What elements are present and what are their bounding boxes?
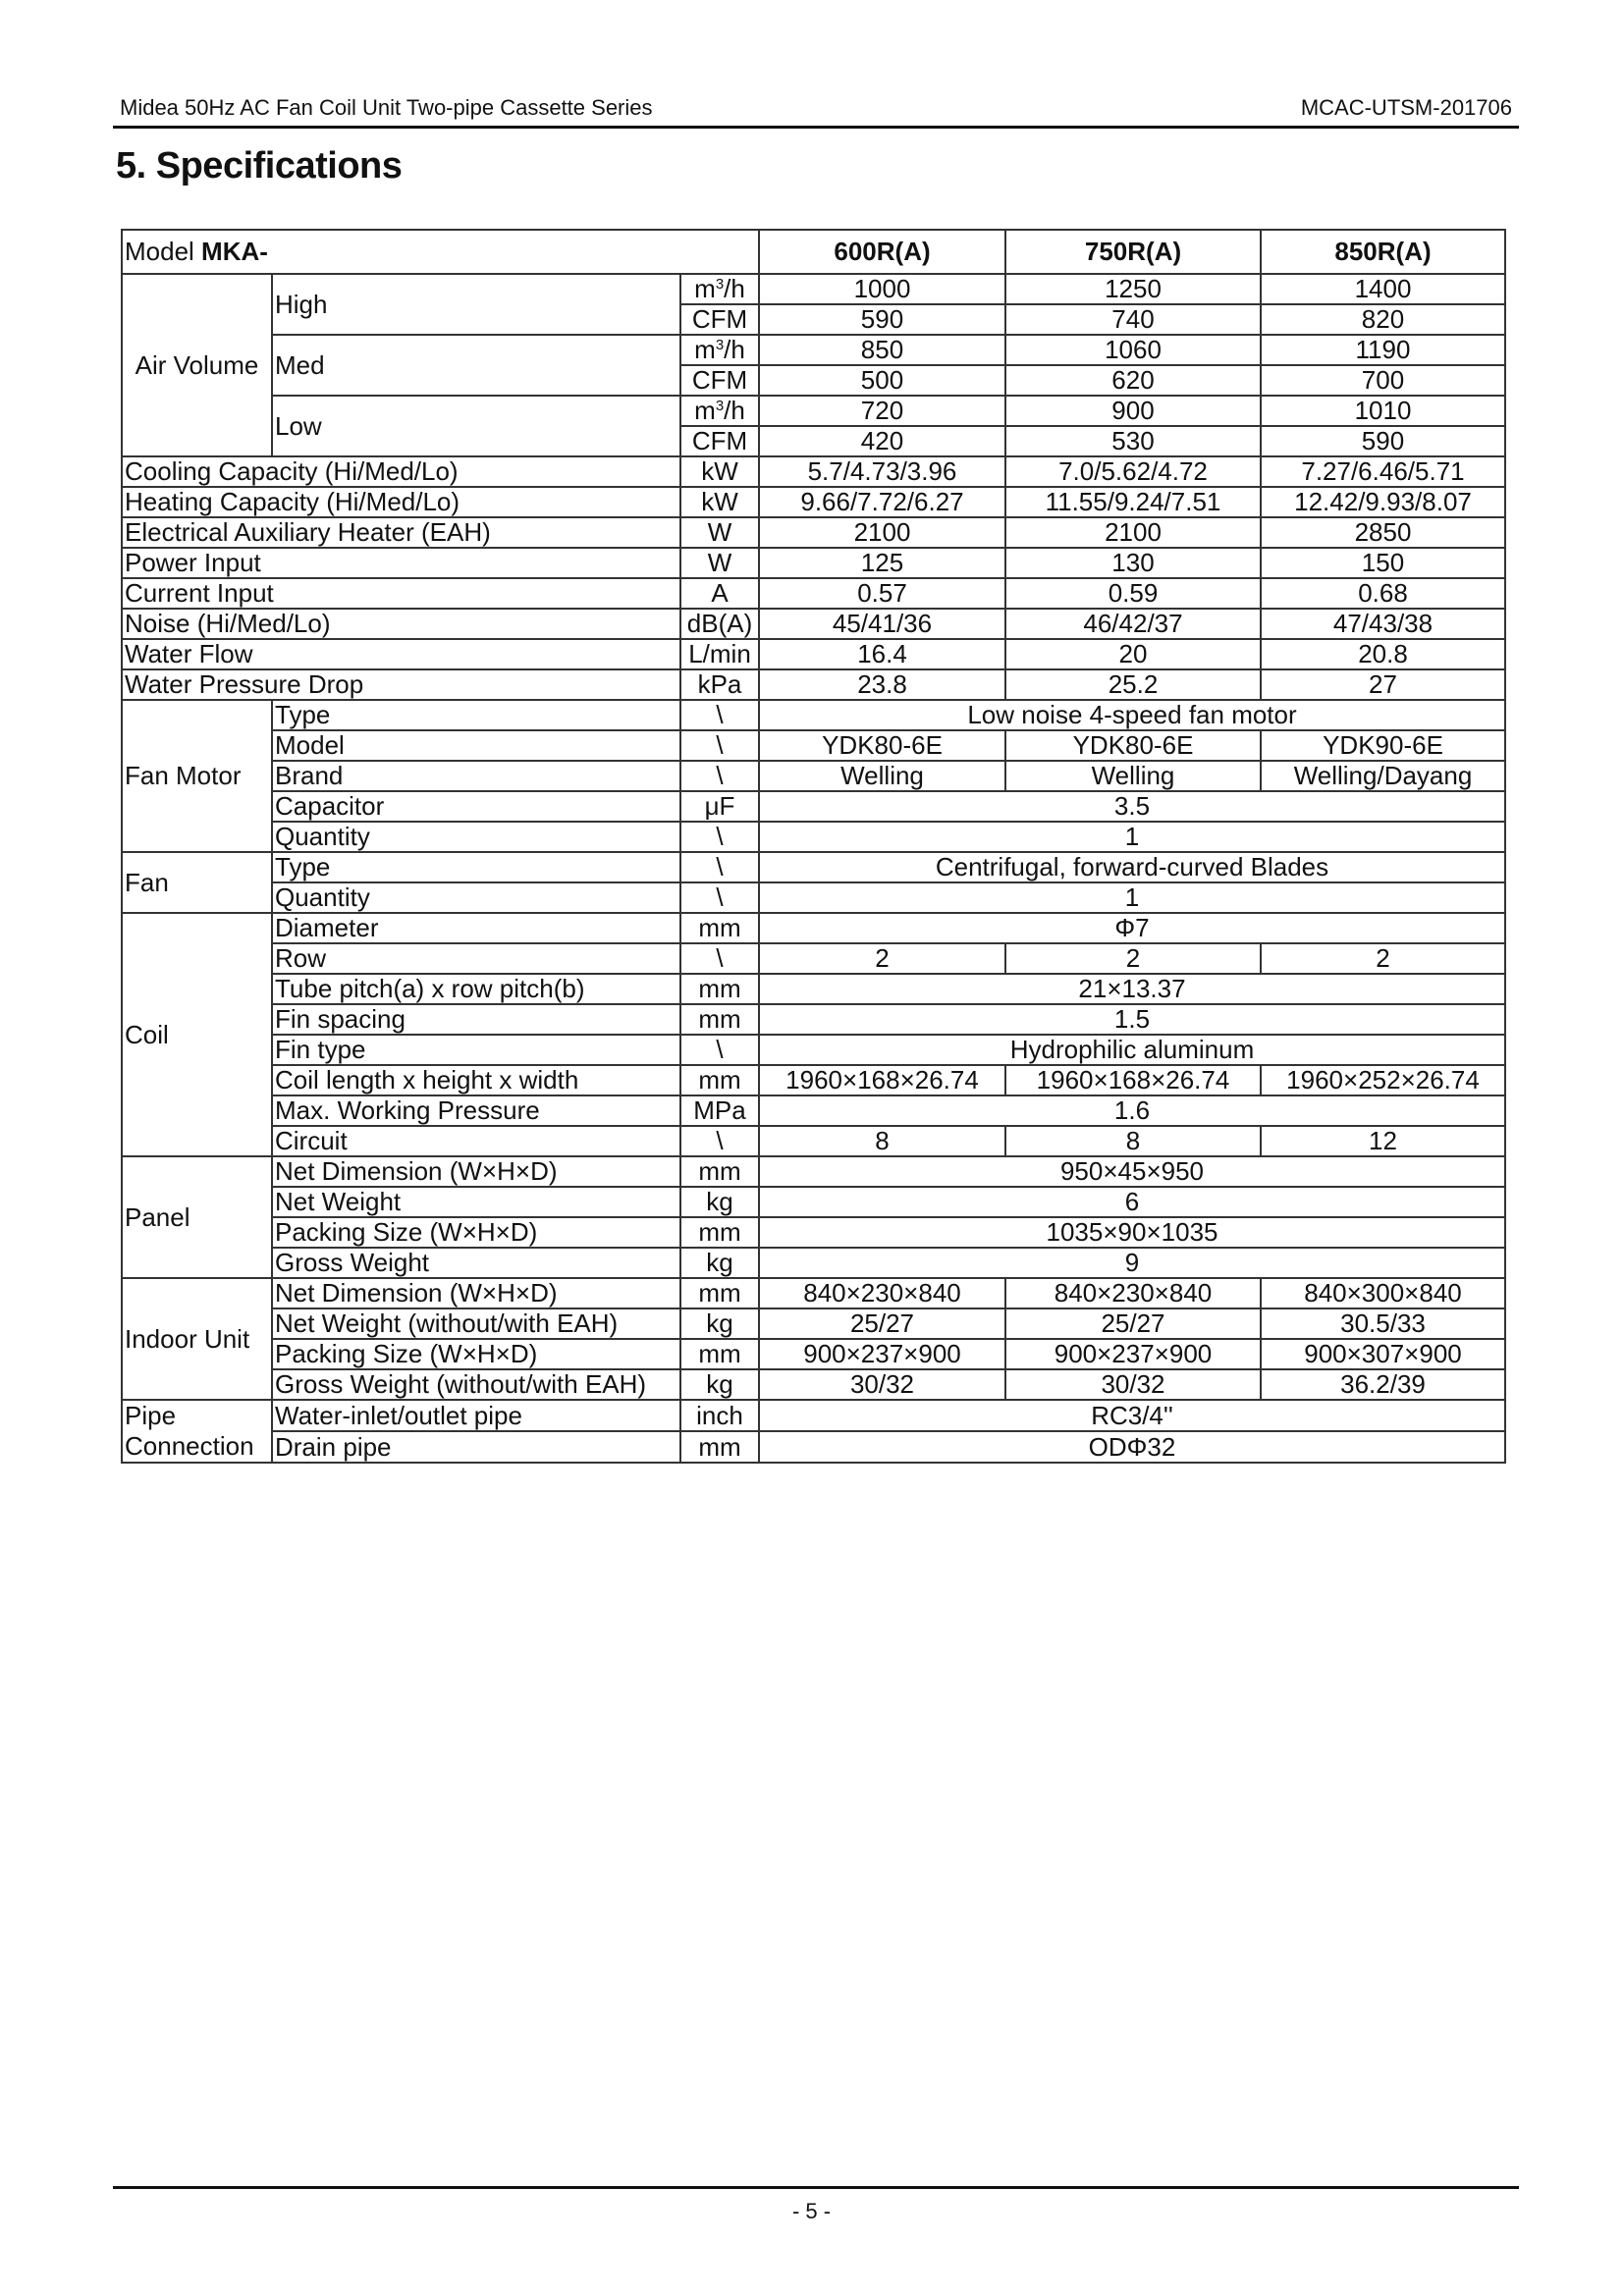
value-cell: Low noise 4-speed fan motor: [759, 700, 1505, 730]
value-cell: 25/27: [759, 1308, 1005, 1339]
row-label: Model: [272, 730, 680, 761]
value-cell: 30/32: [759, 1369, 1005, 1400]
value-cell: 2100: [759, 517, 1005, 548]
value-cell: 1250: [1005, 274, 1261, 304]
value-cell: 1035×90×1035: [759, 1217, 1505, 1248]
unit-cell: \: [680, 1126, 759, 1156]
unit-cell: \: [680, 1035, 759, 1065]
unit-cell: mm: [680, 1339, 759, 1369]
row-label: Coil length x height x width: [272, 1065, 680, 1095]
table-row: [122, 578, 1505, 609]
value-cell: Hydrophilic aluminum: [759, 1035, 1505, 1065]
value-cell: 30.5/33: [1261, 1308, 1505, 1339]
page-number: - 5 -: [791, 2199, 832, 2223]
unit-cell: \: [680, 882, 759, 913]
value-cell: 840×300×840: [1261, 1278, 1505, 1308]
specifications-table: [121, 229, 1506, 1464]
table-row: [122, 1187, 1505, 1217]
model-label: Model: [125, 237, 202, 266]
value-cell: 1: [759, 882, 1505, 913]
table-row: [122, 761, 1505, 791]
row-label: Electrical Auxiliary Heater (EAH): [122, 517, 680, 548]
value-cell: Centrifugal, forward-curved Blades: [759, 852, 1505, 882]
document-code: MCAC-UTSM-201706: [1300, 95, 1512, 120]
unit-cell: \: [680, 852, 759, 882]
row-label: Gross Weight (without/with EAH): [272, 1369, 680, 1400]
value-cell: 45/41/36: [759, 609, 1005, 639]
unit-cell: inch: [680, 1400, 759, 1431]
indoor-unit-group: Indoor Unit: [122, 1278, 272, 1400]
value-cell: 36.2/39: [1261, 1369, 1505, 1400]
row-label: Water-inlet/outlet pipe: [272, 1400, 680, 1431]
table-row: [122, 517, 1505, 548]
value-cell: 9.66/7.72/6.27: [759, 487, 1005, 517]
value-cell: 21×13.37: [759, 974, 1505, 1004]
value-cell: 6: [759, 1187, 1505, 1217]
row-label: Noise (Hi/Med/Lo): [122, 609, 680, 639]
value-cell: 1960×252×26.74: [1261, 1065, 1505, 1095]
value-cell: 7.27/6.46/5.71: [1261, 456, 1505, 487]
value-cell: 150: [1261, 548, 1505, 578]
unit-cell: $m^3/h$: [680, 274, 759, 304]
value-cell: 2: [1005, 943, 1261, 974]
pipe-connection-label-line1: Pipe: [125, 1401, 177, 1430]
value-cell: 720: [759, 396, 1005, 426]
value-cell: 620: [1005, 365, 1261, 396]
document-title: Midea 50Hz AC Fan Coil Unit Two-pipe Cassette Series: [120, 95, 653, 120]
page-header: [113, 92, 1519, 129]
row-label: Water Flow: [122, 639, 680, 669]
value-cell: 900: [1005, 396, 1261, 426]
value-cell: 900×237×900: [759, 1339, 1005, 1369]
section-title: 5. Specifications: [116, 145, 403, 187]
value-cell: 0.68: [1261, 578, 1505, 609]
value-cell: YDK80-6E: [1005, 730, 1261, 761]
pipe-connection-label-line2: Connection: [125, 1431, 254, 1461]
value-cell: 1: [759, 822, 1505, 852]
value-cell: 11.55/9.24/7.51: [1005, 487, 1261, 517]
row-label: Type: [272, 852, 680, 882]
value-cell: 27: [1261, 669, 1505, 700]
value-cell: 900×237×900: [1005, 1339, 1261, 1369]
unit-cell: kg: [680, 1248, 759, 1278]
unit-cell: mm: [680, 1278, 759, 1308]
unit-cell: \: [680, 700, 759, 730]
value-cell: 2: [759, 943, 1005, 974]
table-row: [122, 852, 1505, 882]
value-cell: 9: [759, 1248, 1505, 1278]
row-label: Quantity: [272, 822, 680, 852]
row-label: Cooling Capacity (Hi/Med/Lo): [122, 456, 680, 487]
row-label: Packing Size (W×H×D): [272, 1339, 680, 1369]
table-row: [122, 456, 1505, 487]
unit-cell: L/min: [680, 639, 759, 669]
unit-cell: W: [680, 517, 759, 548]
unit-cell: $m^3/h$: [680, 335, 759, 365]
table-row: [122, 396, 1505, 426]
air-volume-low-label: Low: [272, 396, 680, 456]
model-label-cell: [122, 230, 759, 274]
unit-cell: CFM: [680, 365, 759, 396]
value-cell: 420: [759, 426, 1005, 456]
value-cell: YDK80-6E: [759, 730, 1005, 761]
value-cell: 840×230×840: [759, 1278, 1005, 1308]
value-cell: 1060: [1005, 335, 1261, 365]
model-header-850: 850R(A): [1261, 230, 1505, 274]
unit-cell: CFM: [680, 304, 759, 335]
unit-cell: mm: [680, 913, 759, 943]
row-label: Fin type: [272, 1035, 680, 1065]
value-cell: 740: [1005, 304, 1261, 335]
table-row: [122, 1065, 1505, 1095]
unit-cell: mm: [680, 974, 759, 1004]
table-row: [122, 609, 1505, 639]
value-cell: 47/43/38: [1261, 609, 1505, 639]
air-volume-high-label: High: [272, 274, 680, 335]
row-label: Power Input: [122, 548, 680, 578]
row-label: Circuit: [272, 1126, 680, 1156]
value-cell: 1960×168×26.74: [1005, 1065, 1261, 1095]
unit-cell: \: [680, 822, 759, 852]
unit-cell: A: [680, 578, 759, 609]
value-cell: 12: [1261, 1126, 1505, 1156]
value-cell: 130: [1005, 548, 1261, 578]
value-cell: 20: [1005, 639, 1261, 669]
value-cell: 950×45×950: [759, 1156, 1505, 1187]
value-cell: 2850: [1261, 517, 1505, 548]
value-cell: 700: [1261, 365, 1505, 396]
value-cell: Welling: [1005, 761, 1261, 791]
unit-cell: mm: [680, 1156, 759, 1187]
model-header-600: 600R(A): [759, 230, 1005, 274]
table-row: [122, 487, 1505, 517]
value-cell: YDK90-6E: [1261, 730, 1505, 761]
table-row: [122, 1278, 1505, 1308]
value-cell: Φ7: [759, 913, 1505, 943]
unit-cell: $m^3/h$: [680, 396, 759, 426]
value-cell: 500: [759, 365, 1005, 396]
table-row: [122, 1095, 1505, 1126]
value-cell: 8: [759, 1126, 1005, 1156]
unit-cell: mm: [680, 1431, 759, 1463]
table-row: [122, 913, 1505, 943]
value-cell: 1.6: [759, 1095, 1505, 1126]
value-cell: 530: [1005, 426, 1261, 456]
panel-group: Panel: [122, 1156, 272, 1278]
table-row: [122, 548, 1505, 578]
air-volume-med-label: Med: [272, 335, 680, 396]
value-cell: 1010: [1261, 396, 1505, 426]
table-row: [122, 335, 1505, 365]
value-cell: 840×230×840: [1005, 1278, 1261, 1308]
unit-cell: MPa: [680, 1095, 759, 1126]
table-row: [122, 1400, 1505, 1431]
table-row: [122, 791, 1505, 822]
unit-cell: mm: [680, 1217, 759, 1248]
row-label: Max. Working Pressure: [272, 1095, 680, 1126]
table-row: [122, 882, 1505, 913]
row-label: Net Dimension (W×H×D): [272, 1278, 680, 1308]
value-cell: 12.42/9.93/8.07: [1261, 487, 1505, 517]
unit-cell: W: [680, 548, 759, 578]
unit-cell: mm: [680, 1004, 759, 1035]
table-row: [122, 1369, 1505, 1400]
row-label: Water Pressure Drop: [122, 669, 680, 700]
value-cell: 2100: [1005, 517, 1261, 548]
unit-cell: kW: [680, 487, 759, 517]
value-cell: 0.59: [1005, 578, 1261, 609]
unit-cell: kg: [680, 1369, 759, 1400]
value-cell: 16.4: [759, 639, 1005, 669]
row-label: Net Dimension (W×H×D): [272, 1156, 680, 1187]
value-cell: 590: [759, 304, 1005, 335]
table-row: [122, 274, 1505, 304]
value-cell: 1400: [1261, 274, 1505, 304]
unit-cell: μF: [680, 791, 759, 822]
value-cell: 590: [1261, 426, 1505, 456]
table-row: [122, 1339, 1505, 1369]
table-row: [122, 1126, 1505, 1156]
fan-motor-group: Fan Motor: [122, 700, 272, 852]
unit-cell: dB(A): [680, 609, 759, 639]
value-cell: 850: [759, 335, 1005, 365]
value-cell: 20.8: [1261, 639, 1505, 669]
unit-cell: \: [680, 761, 759, 791]
row-label: Fin spacing: [272, 1004, 680, 1035]
value-cell: 5.7/4.73/3.96: [759, 456, 1005, 487]
row-label: Gross Weight: [272, 1248, 680, 1278]
row-label: Brand: [272, 761, 680, 791]
unit-cell: kg: [680, 1308, 759, 1339]
value-cell: ODΦ32: [759, 1431, 1505, 1463]
pipe-connection-group: [122, 1400, 272, 1463]
table-row: [122, 943, 1505, 974]
table-row: [122, 639, 1505, 669]
row-label: Type: [272, 700, 680, 730]
value-cell: Welling/Dayang: [1261, 761, 1505, 791]
value-cell: 0.57: [759, 578, 1005, 609]
table-row: [122, 1248, 1505, 1278]
unit-cell: CFM: [680, 426, 759, 456]
value-cell: 25.2: [1005, 669, 1261, 700]
row-label: Capacitor: [272, 791, 680, 822]
value-cell: 3.5: [759, 791, 1505, 822]
table-row: [122, 822, 1505, 852]
table-row: [122, 700, 1505, 730]
value-cell: 820: [1261, 304, 1505, 335]
unit-cell: mm: [680, 1065, 759, 1095]
row-label: Heating Capacity (Hi/Med/Lo): [122, 487, 680, 517]
air-volume-group: Air Volume: [122, 274, 272, 456]
row-label: Tube pitch(a) x row pitch(b): [272, 974, 680, 1004]
table-header-row: [122, 230, 1505, 274]
unit-cell: kPa: [680, 669, 759, 700]
unit-cell: \: [680, 730, 759, 761]
table-row: [122, 974, 1505, 1004]
value-cell: 7.0/5.62/4.72: [1005, 456, 1261, 487]
coil-group: Coil: [122, 913, 272, 1156]
row-label: Net Weight (without/with EAH): [272, 1308, 680, 1339]
value-cell: 1190: [1261, 335, 1505, 365]
row-label: Diameter: [272, 913, 680, 943]
value-cell: RC3/4'': [759, 1400, 1505, 1431]
value-cell: 125: [759, 548, 1005, 578]
row-label: Current Input: [122, 578, 680, 609]
table-row: [122, 1308, 1505, 1339]
value-cell: Welling: [759, 761, 1005, 791]
row-label: Quantity: [272, 882, 680, 913]
model-prefix: MKA-: [201, 237, 268, 266]
unit-cell: \: [680, 943, 759, 974]
table-row: [122, 1004, 1505, 1035]
table-row: [122, 1156, 1505, 1187]
table-row: [122, 730, 1505, 761]
model-header-750: 750R(A): [1005, 230, 1261, 274]
value-cell: 8: [1005, 1126, 1261, 1156]
row-label: Row: [272, 943, 680, 974]
table-row: [122, 1217, 1505, 1248]
value-cell: 30/32: [1005, 1369, 1261, 1400]
row-label: Packing Size (W×H×D): [272, 1217, 680, 1248]
unit-cell: kW: [680, 456, 759, 487]
table-row: [122, 1035, 1505, 1065]
fan-group: Fan: [122, 852, 272, 913]
value-cell: 1960×168×26.74: [759, 1065, 1005, 1095]
footer-rule: [113, 2186, 1519, 2189]
value-cell: 1.5: [759, 1004, 1505, 1035]
table-row: [122, 1431, 1505, 1463]
value-cell: 1000: [759, 274, 1005, 304]
table-row: [122, 669, 1505, 700]
row-label: Net Weight: [272, 1187, 680, 1217]
value-cell: 900×307×900: [1261, 1339, 1505, 1369]
unit-cell: kg: [680, 1187, 759, 1217]
value-cell: 25/27: [1005, 1308, 1261, 1339]
value-cell: 23.8: [759, 669, 1005, 700]
value-cell: 2: [1261, 943, 1505, 974]
value-cell: 46/42/37: [1005, 609, 1261, 639]
row-label: Drain pipe: [272, 1431, 680, 1463]
